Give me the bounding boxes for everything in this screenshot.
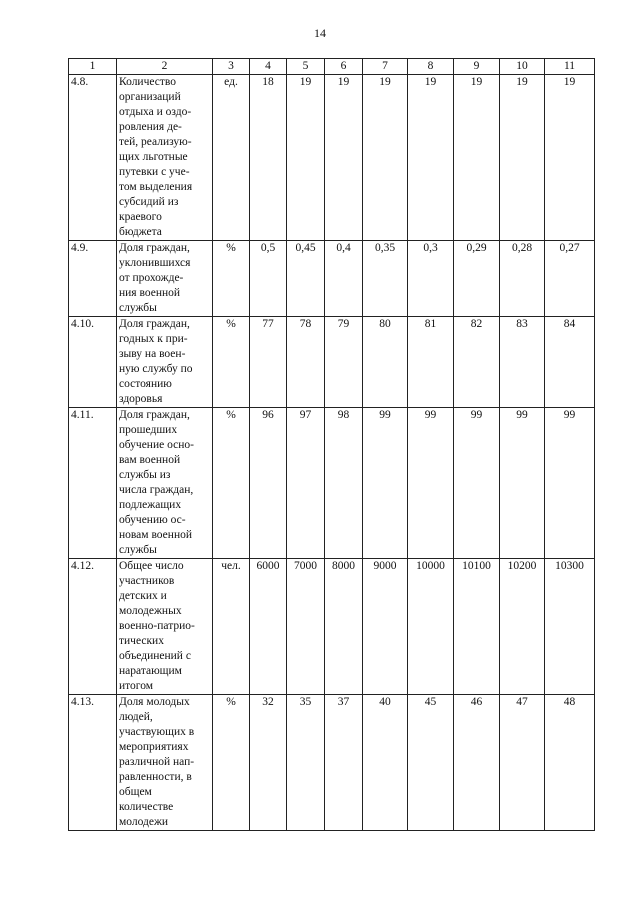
header-cell: 11 xyxy=(545,59,595,75)
value-cell: 83 xyxy=(500,317,545,408)
value-cell: 6000 xyxy=(250,559,287,695)
indicator-name-line: ную службу по xyxy=(119,363,193,375)
indicator-name-line: итогом xyxy=(119,680,154,692)
indicator-name-line: годных к при- xyxy=(119,333,188,345)
value-cell: 19 xyxy=(454,75,500,241)
table-row xyxy=(69,241,595,317)
value-cell: 19 xyxy=(408,75,454,241)
indicator-name-line: участников xyxy=(119,575,175,587)
value-cell: 45 xyxy=(408,695,454,831)
indicator-name-line: тических xyxy=(119,635,164,647)
header-cell: 8 xyxy=(408,59,454,75)
indicator-name-line: краевого xyxy=(119,211,162,223)
value-cell: 10100 xyxy=(454,559,500,695)
indicator-name-line: обучение осно- xyxy=(119,439,194,451)
indicator-name-line: Общее число xyxy=(119,560,184,572)
row-number: 4.8. xyxy=(69,75,117,241)
header-cell: 3 xyxy=(213,59,250,75)
header-cell: 2 xyxy=(117,59,213,75)
indicator-name-line: бюджета xyxy=(119,226,162,238)
indicator-name-line: ния военной xyxy=(119,287,181,299)
value-cell: 10200 xyxy=(500,559,545,695)
indicator-name-line: числа граждан, xyxy=(119,484,194,496)
indicator-name xyxy=(117,241,213,317)
value-cell: 40 xyxy=(363,695,408,831)
value-cell: 99 xyxy=(408,408,454,559)
unit-cell: % xyxy=(213,695,250,831)
value-cell: 46 xyxy=(454,695,500,831)
value-cell: 47 xyxy=(500,695,545,831)
value-cell: 99 xyxy=(500,408,545,559)
indicator-name-line: прошедших xyxy=(119,424,178,436)
unit-cell: чел. xyxy=(213,559,250,695)
value-cell: 0,5 xyxy=(250,241,287,317)
value-cell: 99 xyxy=(545,408,595,559)
table-row xyxy=(69,559,595,695)
indicator-name-line: организаций xyxy=(119,91,181,103)
indicator-name-line: общем xyxy=(119,786,152,798)
indicator-name-line: состоянию xyxy=(119,378,172,390)
value-cell: 82 xyxy=(454,317,500,408)
value-cell: 32 xyxy=(250,695,287,831)
value-cell: 79 xyxy=(325,317,363,408)
indicator-name-line: новам военной xyxy=(119,529,192,541)
indicator-name-line: здоровья xyxy=(119,393,163,405)
value-cell: 19 xyxy=(287,75,325,241)
indicator-name-line: мероприятиях xyxy=(119,741,189,753)
indicator-name-line: службы из xyxy=(119,469,171,481)
indicator-name-line: обучению ос- xyxy=(119,514,186,526)
indicator-name-line: зыву на воен- xyxy=(119,348,186,360)
unit-cell: % xyxy=(213,408,250,559)
indicator-name-line: том выделения xyxy=(119,181,193,193)
value-cell: 84 xyxy=(545,317,595,408)
header-cell: 4 xyxy=(250,59,287,75)
table-row xyxy=(69,75,595,241)
value-cell: 48 xyxy=(545,695,595,831)
row-number: 4.11. xyxy=(69,408,117,559)
value-cell: 0,27 xyxy=(545,241,595,317)
value-cell: 7000 xyxy=(287,559,325,695)
indicator-name-line: молодежи xyxy=(119,816,169,828)
indicator-name-line: Доля молодых xyxy=(119,696,190,708)
value-cell: 8000 xyxy=(325,559,363,695)
value-cell: 10300 xyxy=(545,559,595,695)
indicator-name-line: количестве xyxy=(119,801,174,813)
indicator-name-line: военно-патрио- xyxy=(119,620,195,632)
header-cell: 5 xyxy=(287,59,325,75)
indicator-name xyxy=(117,75,213,241)
value-cell: 19 xyxy=(363,75,408,241)
value-cell: 0,35 xyxy=(363,241,408,317)
unit-cell: % xyxy=(213,317,250,408)
indicator-name-line: Доля граждан, xyxy=(119,409,190,421)
value-cell: 97 xyxy=(287,408,325,559)
value-cell: 37 xyxy=(325,695,363,831)
value-cell: 19 xyxy=(325,75,363,241)
value-cell: 18 xyxy=(250,75,287,241)
value-cell: 99 xyxy=(363,408,408,559)
value-cell: 96 xyxy=(250,408,287,559)
header-cell: 6 xyxy=(325,59,363,75)
indicator-name-line: службы xyxy=(119,544,157,556)
value-cell: 35 xyxy=(287,695,325,831)
indicator-name-line: вам военной xyxy=(119,454,181,466)
table-row xyxy=(69,695,595,831)
indicator-name-line: Количество xyxy=(119,76,176,88)
indicator-name-line: различной нап- xyxy=(119,756,195,768)
indicator-name-line: службы xyxy=(119,302,157,314)
indicator-name xyxy=(117,695,213,831)
indicator-name-line: ровления де- xyxy=(119,121,182,133)
header-row xyxy=(69,59,595,75)
indicator-name xyxy=(117,317,213,408)
indicator-name-line: щих льготные xyxy=(119,151,188,163)
indicator-name-line: молодежных xyxy=(119,605,182,617)
table-body xyxy=(69,59,595,831)
value-cell: 9000 xyxy=(363,559,408,695)
page-number: 14 xyxy=(314,26,326,40)
indicator-name-line: детских и xyxy=(119,590,167,602)
table-row xyxy=(69,408,595,559)
indicator-name xyxy=(117,559,213,695)
header-cell: 9 xyxy=(454,59,500,75)
value-cell: 0,28 xyxy=(500,241,545,317)
unit-cell: % xyxy=(213,241,250,317)
indicator-name xyxy=(117,408,213,559)
row-number: 4.10. xyxy=(69,317,117,408)
table-row xyxy=(69,317,595,408)
indicator-name-line: участвующих в xyxy=(119,726,195,738)
indicator-name-line: путевки с уче- xyxy=(119,166,190,178)
indicator-name-line: Доля граждан, xyxy=(119,318,190,330)
row-number: 4.12. xyxy=(69,559,117,695)
value-cell: 77 xyxy=(250,317,287,408)
value-cell: 0,4 xyxy=(325,241,363,317)
indicator-name-line: подлежащих xyxy=(119,499,182,511)
header-cell: 10 xyxy=(500,59,545,75)
value-cell: 10000 xyxy=(408,559,454,695)
row-number: 4.13. xyxy=(69,695,117,831)
value-cell: 0,29 xyxy=(454,241,500,317)
value-cell: 19 xyxy=(500,75,545,241)
indicator-name-line: людей, xyxy=(119,711,153,723)
indicator-name-line: от прохожде- xyxy=(119,272,184,284)
row-number: 4.9. xyxy=(69,241,117,317)
value-cell: 78 xyxy=(287,317,325,408)
header-cell: 7 xyxy=(363,59,408,75)
indicator-name-line: отдыха и оздо- xyxy=(119,106,192,118)
value-cell: 99 xyxy=(454,408,500,559)
indicator-name-line: уклонившихся xyxy=(119,257,191,269)
indicator-name-line: равленности, в xyxy=(119,771,192,783)
indicator-name-line: Доля граждан, xyxy=(119,242,190,254)
value-cell: 0,45 xyxy=(287,241,325,317)
value-cell: 98 xyxy=(325,408,363,559)
indicator-name-line: объединений с xyxy=(119,650,191,662)
indicator-name-line: наратающим xyxy=(119,665,182,677)
indicator-name-line: тей, реализую- xyxy=(119,136,192,148)
value-cell: 80 xyxy=(363,317,408,408)
value-cell: 0,3 xyxy=(408,241,454,317)
header-cell: 1 xyxy=(69,59,117,75)
value-cell: 81 xyxy=(408,317,454,408)
indicators-table xyxy=(68,58,595,831)
indicator-name-line: субсидий из xyxy=(119,196,179,208)
unit-cell: ед. xyxy=(213,75,250,241)
value-cell: 19 xyxy=(545,75,595,241)
